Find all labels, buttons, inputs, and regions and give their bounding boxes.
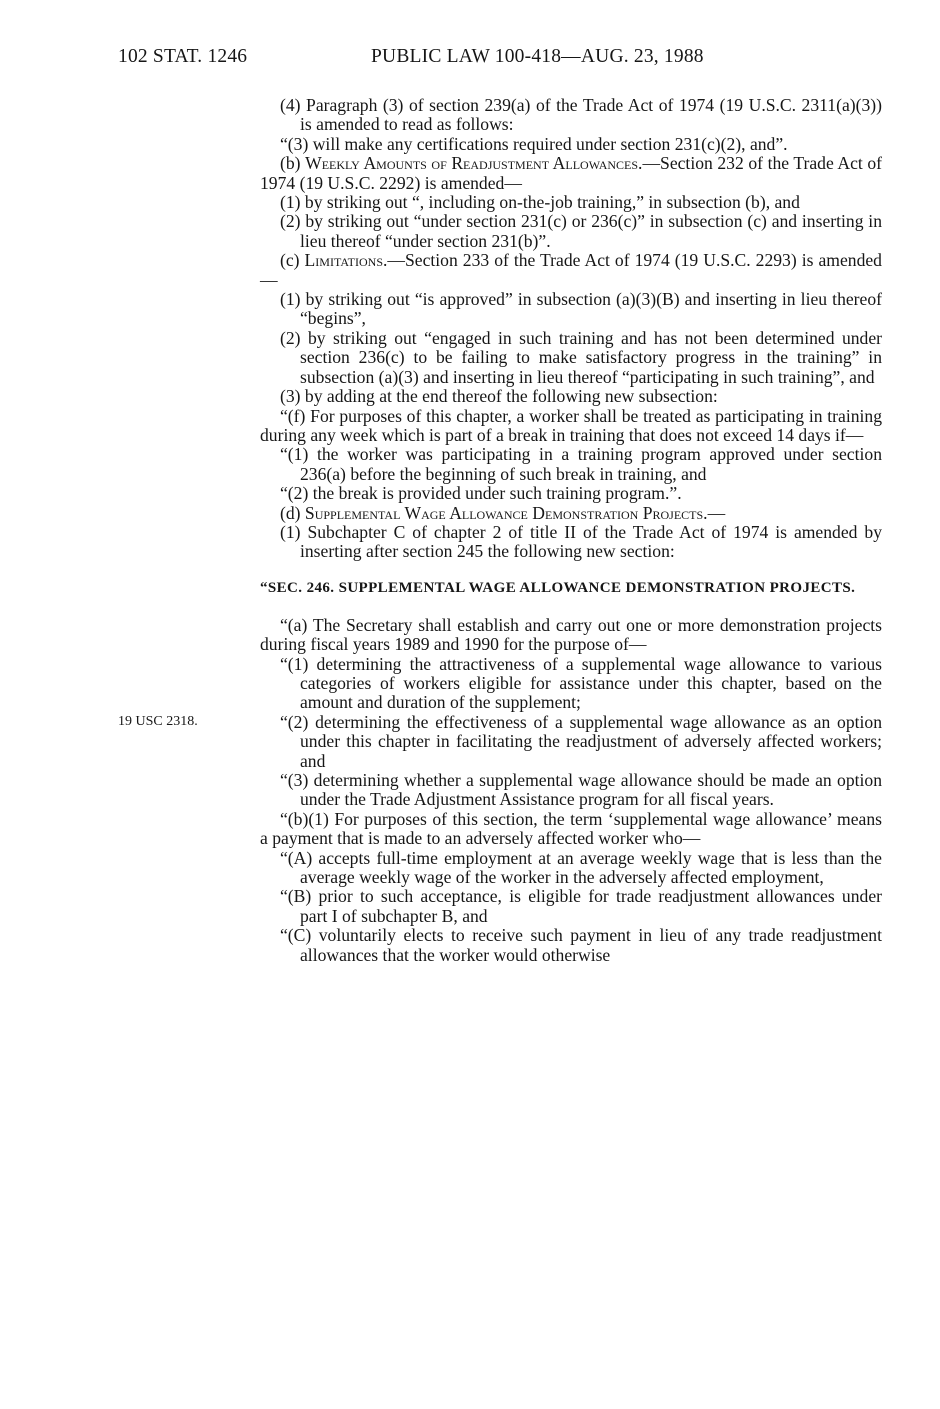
paragraph: “(A) accepts full-time employment at an average weekly wage that is less than the average weekly wage of the worker in the adversely affected employment, [280, 847, 882, 888]
statute-page-number: 102 STAT. 1246 [118, 46, 248, 67]
small-caps-heading: Weekly Amounts of Readjustment Allowances. [305, 153, 643, 174]
paragraph: “(f) For purposes of this chapter, a worker shall be treated as participating in training during any week which is part of a break in training that does not exceed 14 days if— [260, 405, 882, 445]
paragraph [260, 251, 882, 290]
paragraph: “(a) The Secretary shall establish and carry out one or more demonstration projects during fiscal years 1989 and 1990 for the purpose of— [260, 614, 882, 655]
paragraph: (1) by striking out “is approved” in subsection (a)(3)(B) and inserting in lieu thereof “begins”, [280, 289, 882, 329]
paragraph: “(1) determining the attractiveness of a supplemental wage allowance to various categories of workers eligible for assistance under this chapter, based on the amount and duration of the supplement; [280, 653, 882, 713]
small-caps-heading: Supplemental Wage Allowance Demonstration Projects. [304, 502, 708, 523]
paragraph [260, 504, 882, 523]
paragraph [260, 154, 882, 193]
public-law-title: PUBLIC LAW 100-418—AUG. 23, 1988 [371, 46, 704, 67]
small-caps-heading: Limitations. [304, 250, 388, 271]
paragraph-label: (c) [280, 250, 305, 271]
paragraph: (2) by striking out “under section 231(c) or 236(c)” in subsection (c) and inserting in lieu thereof “under section 231(b)”. [280, 211, 882, 251]
paragraph-text: —Section 233 of the Trade Act of 1974 (19 U.S.C. 2293) is amended— [260, 250, 882, 290]
paragraph: “(3) determining whether a supplemental wage allowance should be made an option under the Trade Adjustment Assistance program for all fiscal years. [280, 770, 882, 810]
paragraph: “(2) the break is provided under such training program.”. [280, 483, 682, 504]
paragraph: “(3) will make any certifications required under section 231(c)(2), and”. [280, 133, 788, 154]
paragraph-label: (d) [280, 502, 305, 523]
paragraph: “(1) the worker was participating in a training program approved under section 236(a) before the beginning of such break in training, and [280, 444, 882, 484]
paragraph: “(C) voluntarily elects to receive such payment in lieu of any trade readjustment allowances that the worker would otherwise [280, 925, 882, 965]
paragraph: (1) by striking out “, including on-the-job training,” in subsection (b), and [280, 192, 800, 213]
paragraph: “(b)(1) For purposes of this section, the term ‘supplemental wage allowance’ means a payment that is made to an adversely affected worker who— [260, 808, 882, 849]
paragraph-text: — [707, 502, 726, 523]
page-header [118, 46, 778, 76]
paragraph: (2) by striking out “engaged in such training and has not been determined under section 236(c) to be failing to make satisfactory progress in the training” in subsection (a)(3) and inserting in lieu thereof “participating in such training”, and [280, 327, 882, 387]
document-body [260, 96, 882, 965]
paragraph: (3) by adding at the end thereof the following new subsection: [280, 386, 718, 407]
paragraph-text: —Section 232 of the Trade Act of 1974 (19 U.S.C. 2292) is amended— [260, 153, 882, 193]
paragraph: (4) Paragraph (3) of section 239(a) of the Trade Act of 1974 (19 U.S.C. 2311(a)(3)) is amended to read as follows: [280, 95, 882, 135]
paragraph: (1) Subchapter C of chapter 2 of title II of the Trade Act of 1974 is amended by inserting after section 245 the following new section: [280, 521, 882, 562]
section-heading: “SEC. 246. SUPPLEMENTAL WAGE ALLOWANCE DEMONSTRATION PROJECTS. [260, 579, 856, 596]
margin-citation: 19 USC 2318. [118, 714, 198, 729]
paragraph-label: (b) [280, 153, 306, 174]
paragraph: “(B) prior to such acceptance, is eligible for trade readjustment allowances under part I of subchapter B, and [280, 886, 882, 926]
paragraph: “(2) determining the effectiveness of a supplemental wage allowance as an option under this chapter in facilitating the readjustment of adversely affected workers; and [280, 711, 882, 771]
